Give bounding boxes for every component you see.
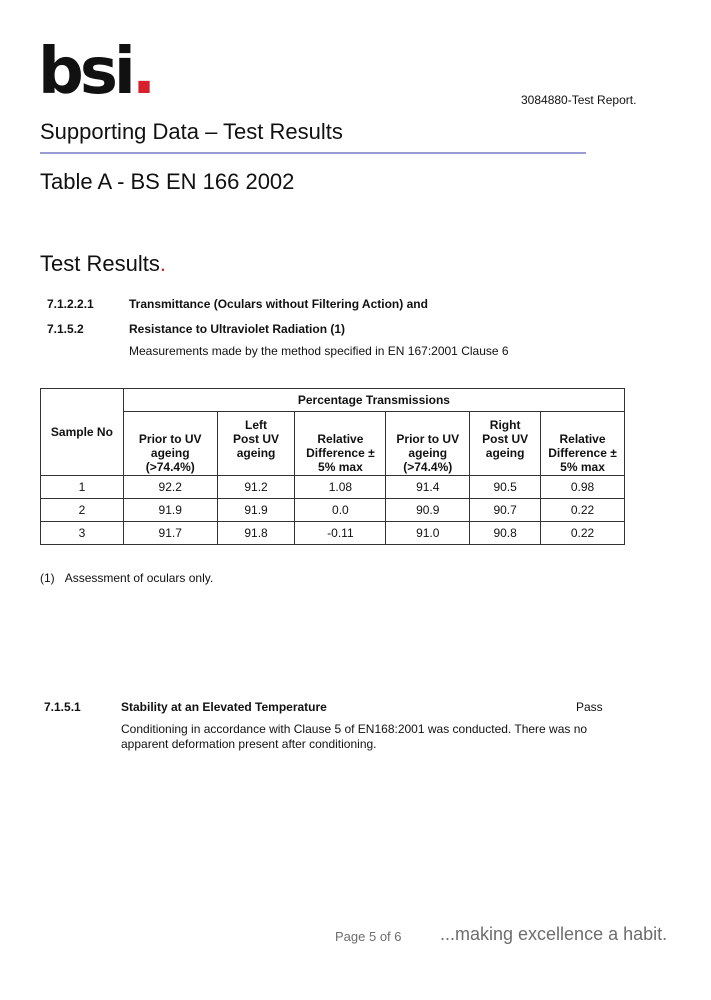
sample-number-cell: 3 [41, 522, 124, 545]
sample-number-cell: 1 [41, 476, 124, 499]
column-header: Relative Difference ± 5% max [295, 412, 386, 476]
method-note: Measurements made by the method specified in EN 167:2001 Clause 6 [129, 344, 509, 358]
transmission-table [40, 388, 625, 545]
value-cell: 91.8 [217, 522, 295, 545]
table-row [41, 476, 625, 499]
column-header: Right Post UV ageing [470, 412, 541, 476]
column-header: Prior to UV ageing (>74.4%) [386, 412, 470, 476]
value-cell: 1.08 [295, 476, 386, 499]
column-header: Prior to UV ageing (>74.4%) [123, 412, 217, 476]
section-number: 7.1.2.2.1 [47, 297, 94, 311]
bsi-logo: bsi. [38, 35, 153, 109]
table-title: Table A - BS EN 166 2002 [40, 169, 295, 194]
value-cell: 90.8 [470, 522, 541, 545]
table-row [41, 499, 625, 522]
side-label-left: Left [245, 418, 268, 432]
group-header: Percentage Transmissions [123, 389, 624, 412]
table-header-row [41, 412, 625, 476]
title-divider [40, 152, 586, 154]
value-cell: 0.22 [541, 499, 625, 522]
page-number: Page 5 of 6 [335, 929, 402, 944]
value-cell: 91.2 [217, 476, 295, 499]
value-cell: 0.98 [541, 476, 625, 499]
page-title: Supporting Data – Test Results [40, 119, 343, 144]
footer-tagline: ...making excellence a habit. [440, 924, 668, 944]
table-group-header-row [41, 389, 625, 412]
value-cell: 90.7 [470, 499, 541, 522]
stability-description: Conditioning in accordance with Clause 5 of EN168:2001 was conducted. There was no apparent deformation present after conditioning. [121, 722, 588, 751]
report-id: 3084880-Test Report. [521, 93, 637, 107]
value-cell: 91.9 [217, 499, 295, 522]
section-title: Stability at an Elevated Temperature [121, 700, 327, 714]
results-heading: Test Results. [40, 251, 166, 276]
section-number: 7.1.5.2 [47, 322, 84, 336]
value-cell: 90.9 [386, 499, 470, 522]
value-cell: 0.22 [541, 522, 625, 545]
side-label-right: Right [489, 418, 521, 432]
column-header: Relative Difference ± 5% max [541, 412, 625, 476]
value-cell: 90.5 [470, 476, 541, 499]
value-cell: -0.11 [295, 522, 386, 545]
value-cell: 91.0 [386, 522, 470, 545]
result-status: Pass [576, 700, 603, 714]
column-header: Left Post UV ageing [217, 412, 295, 476]
section-title: Resistance to Ultraviolet Radiation (1) [129, 322, 346, 336]
table-row [41, 522, 625, 545]
value-cell: 91.7 [123, 522, 217, 545]
section-title: Transmittance (Oculars without Filtering Action) and [129, 297, 428, 311]
section-number: 7.1.5.1 [44, 700, 81, 714]
footnote: (1) Assessment of oculars only. [40, 571, 214, 585]
value-cell: 92.2 [123, 476, 217, 499]
sample-number-cell: 2 [41, 499, 124, 522]
column-header: Sample No [41, 389, 124, 476]
value-cell: 0.0 [295, 499, 386, 522]
value-cell: 91.9 [123, 499, 217, 522]
value-cell: 91.4 [386, 476, 470, 499]
